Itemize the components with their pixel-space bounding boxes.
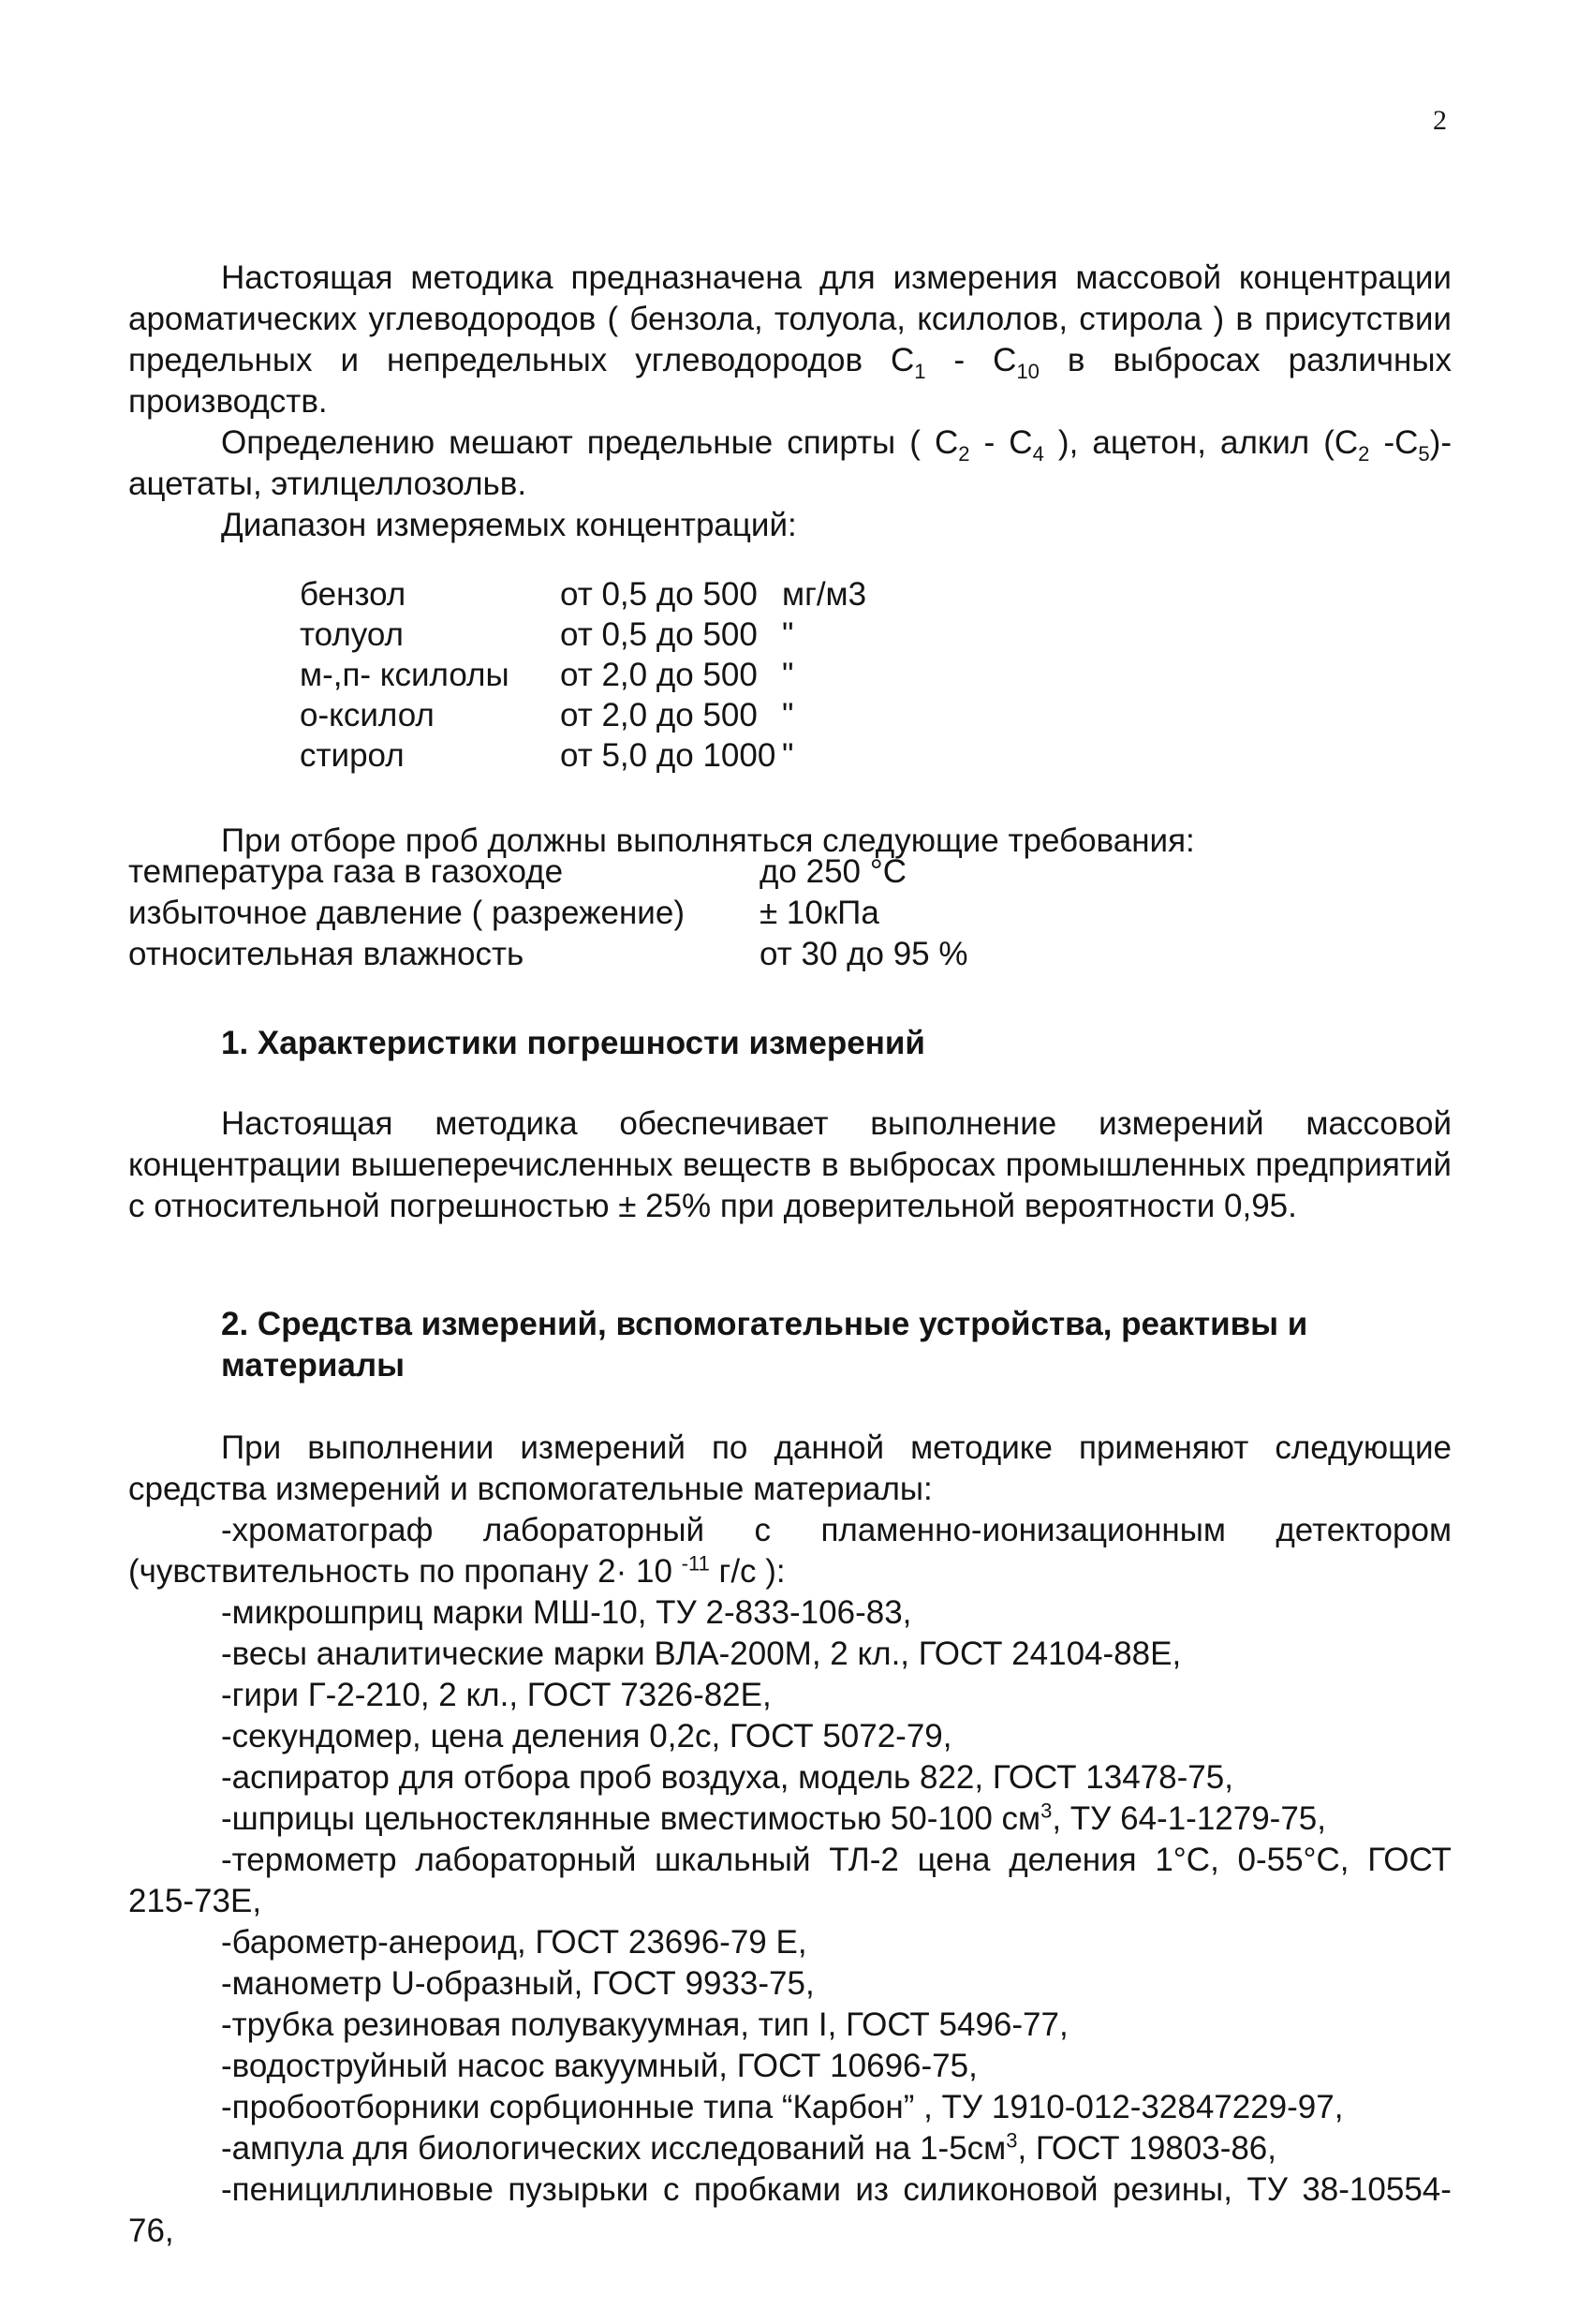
table-row — [300, 735, 866, 776]
unit-value: " — [782, 697, 794, 733]
item-chromatograph-continued: (чувствительность по пропану 2· 10 $^{-11}$ г/с ): — [128, 1551, 786, 1590]
list-item: -трубка резиновая полувакуумная, тип I, ГОСТ 5496-77, — [221, 2006, 1069, 2043]
list-item: -секундомер, цена деления 0,2с, ГОСТ 5072-79, — [221, 1718, 952, 1754]
unit-value: " — [782, 657, 794, 693]
item-penicillin-vials-continued: 76, — [128, 2213, 174, 2249]
table-row — [300, 655, 866, 695]
section-1-text: Настоящая методика обеспечивает выполнение измерений массовой концентрации вышеперечисленных веществ в выбросах промышленных предприятий с относительной погрешностью ± 25% при доверительной вероятности 0,95. — [128, 1105, 1452, 1224]
item-ampoule: -ампула для биологических исследований на $1-5см^3$, ГОСТ 19803-86, — [221, 2128, 1276, 2167]
section-1-heading: 1. Характеристики погрешности измерений — [221, 1025, 925, 1061]
condition-name: температура газа в газоходе — [128, 853, 564, 890]
substance-name: о-ксилол — [300, 697, 435, 733]
list-item: -барометр-анероид, ГОСТ 23696-79 Е, — [221, 1924, 807, 1961]
list-item: -гири Г-2-210, 2 кл., ГОСТ 7326-82Е, — [221, 1677, 772, 1713]
unit-value: " — [782, 616, 794, 653]
table-row — [300, 695, 866, 735]
range-value: от 2,0 до 500 — [560, 657, 758, 693]
list-item: -водоструйный насос вакуумный, ГОСТ 10696-75, — [221, 2048, 978, 2084]
condition-value: от 30 до 95 % — [760, 936, 968, 972]
substance-name: м-,п- ксилолы — [300, 657, 509, 693]
range-value: от 2,0 до 500 — [560, 697, 758, 733]
section-2-heading: 2. Средства измерений, вспомогательные устройства, реактивы и материалы — [221, 1306, 1308, 1384]
item-chromatograph: -хроматограф лабораторный с пламенно-ионизационным детектором — [221, 1512, 1453, 1548]
sampling-intro: При отборе проб должны выполняться следующие требования: — [221, 822, 1195, 859]
range-value: от 5,0 до 1000 — [560, 737, 776, 774]
table-row — [128, 851, 968, 893]
list-item: -пробоотборники сорбционные типа “Карбон” , ТУ 1910-012-32847229-97, — [221, 2089, 1344, 2125]
section-2-intro: При выполнении измерений по данной методике применяют следующие средства измерений и вспомогательные материалы: — [128, 1429, 1452, 1507]
substance-name: бензол — [300, 576, 406, 613]
list-item: -манометр U-образный, ГОСТ 9933-75, — [221, 1965, 815, 2002]
condition-name: относительная влажность — [128, 936, 524, 972]
item-thermometer: -термометр лабораторный шкальный ТЛ-2 цена деления 1°С, 0-55°С, ГОСТ — [221, 1842, 1452, 1878]
condition-name: избыточное давление ( разрежение) — [128, 895, 685, 931]
unit-value: " — [782, 737, 794, 774]
table-row — [300, 574, 866, 614]
substance-name: толуол — [300, 616, 404, 653]
table-row — [300, 614, 866, 655]
table-row — [128, 893, 968, 934]
page-number: 2 — [1433, 105, 1447, 136]
table-row — [128, 934, 968, 975]
unit-value: мг/м3 — [782, 576, 867, 613]
range-intro: Диапазон измеряемых концентраций: — [221, 507, 797, 543]
substance-name: стирол — [300, 737, 405, 774]
sampling-conditions-table — [128, 851, 968, 975]
item-thermometer-continued: 215-73Е, — [128, 1883, 262, 1919]
list-item: -аспиратор для отбора проб воздуха, модель 822, ГОСТ 13478-75, — [221, 1759, 1233, 1796]
concentration-table — [300, 574, 866, 776]
range-value: от 0,5 до 500 — [560, 576, 758, 613]
range-value: от 0,5 до 500 — [560, 616, 758, 653]
condition-value: до 250 °С — [760, 853, 907, 890]
item-penicillin-vials: -пенициллиновые пузырьки с пробками из силиконовой резины, ТУ 38-10554- — [221, 2171, 1452, 2208]
intro-paragraph-purpose: Настоящая методика предназначена для измерения массовой концентрации ароматических углеводородов ( бензола, толуола, ксилолов, стирола ) в присутствии предельных и непредельных углеводородов $С_1 - С_{10}$ в выбросах различных производств. — [128, 259, 1453, 420]
item-syringes: -шприцы цельностеклянные вместимостью 50-100 $см^3$, ТУ 64-1-1279-75, — [221, 1799, 1326, 1837]
list-item: -весы аналитические марки ВЛА-200М, 2 кл., ГОСТ 24104-88Е, — [221, 1636, 1182, 1672]
list-item: -микрошприц марки МШ-10, ТУ 2-833-106-83, — [221, 1594, 912, 1631]
intro-paragraph-interference: Определению мешают предельные спирты ( $С_2 - С_4$ ), ацетон, алкил ($С_2$ $-С_5$)-ацетаты, этилцеллозольв. — [128, 424, 1452, 502]
condition-value: ± 10кПа — [760, 895, 879, 931]
